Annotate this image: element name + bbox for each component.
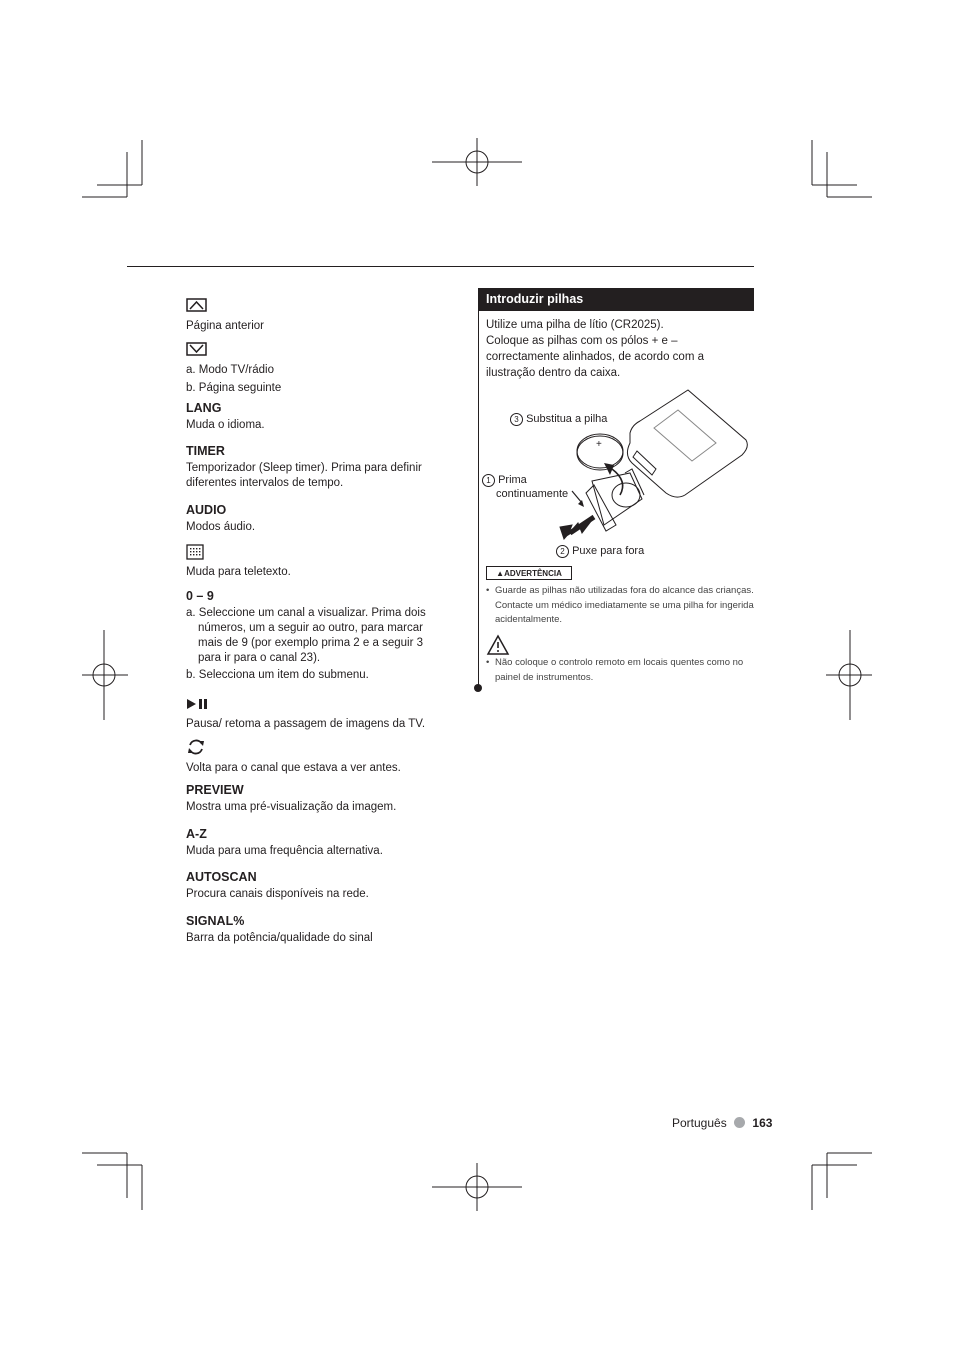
warning-badge — [486, 566, 572, 580]
lang-section — [186, 400, 265, 433]
digits-desc-a: a. Seleccione um canal a visualizar. Prima dois números, um a seguir ao outro, para marcar mais de 9 (por exemplo prima 2 e a seguir 3 para ir para o canal 23). — [186, 607, 426, 664]
timer-desc: Temporizador (Sleep timer). Prima para definir diferentes intervalos de tempo. — [186, 462, 422, 489]
step2-text: Puxe para fora — [572, 545, 645, 557]
audio-section — [186, 502, 255, 535]
step3-number: 3 — [510, 413, 523, 426]
caution-text: Não coloque o controlo remoto em locais quentes como no painel de instrumentos. — [495, 657, 744, 683]
step1-number: 1 — [482, 474, 495, 487]
page-up-desc: Página anterior — [186, 320, 264, 332]
az-title: A-Z — [186, 827, 207, 841]
digits-title: 0 – 9 — [186, 589, 214, 603]
teletext-desc: Muda para teletexto. — [186, 566, 291, 578]
az-section — [186, 826, 383, 859]
play-pause-section — [186, 698, 425, 732]
section-side-rule — [478, 311, 479, 687]
step2-number: 2 — [556, 545, 569, 558]
audio-title: AUDIO — [186, 503, 227, 517]
step1-text-b: continuamente — [496, 488, 569, 500]
plus-mark: + — [596, 439, 602, 450]
lang-desc: Muda o idioma. — [186, 419, 265, 431]
warning-triangle-icon: ▲ — [496, 569, 505, 578]
step1-label — [482, 473, 527, 487]
step3-text: Substitua a pilha — [526, 413, 608, 425]
az-desc: Muda para uma frequência alternativa. — [186, 845, 383, 857]
page-up-icon — [186, 298, 207, 312]
battery-intro — [486, 317, 748, 381]
warning-bullet: • — [486, 585, 490, 596]
signal-title: SIGNAL% — [186, 914, 245, 928]
footer-dot-icon — [734, 1117, 745, 1128]
teletext-icon — [186, 544, 204, 560]
step2-label — [556, 544, 644, 558]
autoscan-desc: Procura canais disponíveis na rede. — [186, 888, 369, 900]
footer-language: Português — [672, 1116, 727, 1130]
lang-title: LANG — [186, 401, 222, 415]
signal-desc: Barra da potência/qualidade do sinal — [186, 932, 373, 944]
page-number: 163 — [752, 1116, 773, 1130]
step3-label — [510, 412, 607, 426]
warning-note — [486, 584, 756, 628]
step1-text-a: Prima — [498, 474, 527, 486]
battery-section — [478, 288, 754, 379]
page-up-section — [186, 298, 264, 334]
preview-section — [186, 782, 396, 815]
section-end-dot — [474, 684, 482, 692]
recall-section — [186, 738, 401, 776]
play-pause-icon — [186, 698, 210, 710]
battery-intro-line2: Coloque as pilhas com os pólos + e – correctamente alinhados, de acordo com a ilustração dentro da caixa. — [486, 335, 704, 379]
recall-desc: Volta para o canal que estava a ver antes. — [186, 762, 401, 774]
battery-heading: Introduzir pilhas — [478, 288, 754, 311]
warning-text: Guarde as pilhas não utilizadas fora do alcance das crianças. Contacte um médico imediatamente se uma pilha for ingerida acidentalmente. — [495, 585, 754, 625]
signal-section — [186, 913, 373, 946]
caution-bullet: • — [486, 657, 490, 668]
page-down-desc-a: a. Modo TV/rádio — [186, 364, 275, 376]
timer-section — [186, 443, 448, 491]
page-footer — [672, 1115, 772, 1131]
caution-icon — [486, 634, 510, 656]
digits-section — [186, 588, 448, 683]
play-pause-desc: Pausa/ retoma a passagem de imagens da TV. — [186, 718, 426, 730]
autoscan-section — [186, 869, 369, 902]
teletext-section — [186, 544, 291, 580]
timer-title: TIMER — [186, 444, 225, 458]
preview-desc: Mostra uma pré-visualização da imagem. — [186, 801, 397, 813]
header-rule — [127, 266, 754, 267]
page-down-icon — [186, 342, 207, 356]
battery-intro-line1: Utilize uma pilha de lítio (CR2025). — [486, 319, 664, 331]
audio-desc: Modos áudio. — [186, 521, 256, 533]
page-down-desc-b: b. Página seguinte — [186, 382, 282, 394]
page-down-section — [186, 342, 281, 396]
autoscan-title: AUTOSCAN — [186, 870, 257, 884]
warning-badge-text: ADVERTÊNCIA — [504, 569, 562, 578]
preview-title: PREVIEW — [186, 783, 244, 797]
digits-desc-b: b. Selecciona um item do submenu. — [186, 669, 369, 681]
recall-icon — [186, 738, 206, 756]
caution-note — [486, 656, 756, 685]
